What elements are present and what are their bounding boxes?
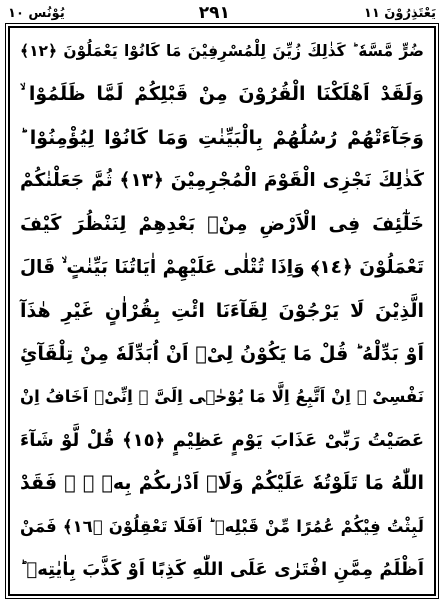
text-line-content: الَّذِيْنَ لَا يَرْجُوْنَ لِقَآءَنَا ائْتِ بِقُرْاٰنٍ غَيْرِ هٰذَآ (20, 299, 424, 322)
text-line (14, 289, 430, 332)
text-line-content: وَجَآءَتْهُمْ رُسُلُهُمْ بِالْبَيِّنٰتِ وَمَا كَانُوْا لِيُؤْمِنُوْا ؕ (20, 126, 424, 149)
text-line (14, 246, 430, 289)
page-header (8, 0, 436, 26)
text-line-content: تَعْمَلُوْنَ ﴿١٤﴾ وَاِذَا تُتْلٰى عَلَيْهِمْ اٰيَاتُنَا بَيِّنٰتٍ ۙ قَالَ (20, 256, 425, 278)
text-line (14, 419, 430, 462)
page-number: ٢٩١ (198, 3, 230, 23)
text-line (14, 73, 430, 116)
text-line (14, 333, 430, 376)
text-line (14, 30, 430, 73)
text-line-content: اللّٰهُ مَا تَلَوْتُهٗ عَلَيْكُمْ وَلَاۤ اَدْرٰىكُمْ بِهٖ ۖ ۫ فَقَدْ (20, 472, 424, 495)
verse-lines (14, 30, 430, 592)
text-line (14, 116, 430, 159)
text-line (14, 549, 430, 592)
text-line-content: عَصَيْتُ رَبِّىْ عَذَابَ يَوْمٍ عَظِيْمٍ ﴿١٥﴾ قُلْ لَّوْ شَآءَ (20, 429, 424, 451)
text-line-content: لَبِثْتُ فِيْكُمْ عُمُرًا مِّنْ قَبْلِهٖ ؕ اَفَلَا تَعْقِلُوْنَ ﴿١٦﴾ فَمَنْ (20, 516, 424, 536)
text-line-content: نَفْسِىْ ۚ اِنْ اَتَّبِعُ اِلَّا مَا يُوْحٰۤى اِلَىَّ ۚ اِنِّىْۤ اَخَافُ اِنْ (20, 387, 424, 407)
text-line-content: خَلٰٓئِفَ فِى الْاَرْضِ مِنْۢ بَعْدِهِمْ لِنَنْظُرَ كَيْفَ (20, 213, 424, 236)
text-line (14, 462, 430, 505)
text-line (14, 376, 430, 419)
text-line-content: اَظْلَمُ مِمَّنِ افْتَرٰى عَلَى اللّٰهِ كَذِبًا اَوْ كَذَّبَ بِاٰيٰتِهٖ ؕ (20, 559, 424, 581)
text-line (14, 506, 430, 549)
text-line-content: اَوْ بَدِّلْهُ ؕ قُلْ مَا يَكُوْنُ لِىْۤ اَنْ اُبَدِّلَهٗ مِنْ تِلْقَآئِ (20, 342, 424, 365)
text-line-content: كَذٰلِكَ نَجْزِى الْقَوْمَ الْمُجْرِمِيْنَ ﴿١٣﴾ ثُمَّ جَعَلْنٰكُمْ (20, 170, 424, 192)
surah-name: يُوْنُس ١٠ (8, 5, 65, 21)
text-frame (8, 26, 436, 596)
text-line (14, 160, 430, 203)
text-line (14, 203, 430, 246)
text-line-content: ضُرٍّ مَّسَّهٗ ؕ كَذٰلِكَ زُيِّنَ لِلْمُسْرِفِيْنَ مَا كَانُوْا يَعْمَلُوْنَ ﴿١٢﴾ (20, 41, 424, 60)
text-line-content: وَلَقَدْ اَهْلَكْنَا الْقُرُوْنَ مِنْ قَبْلِكُمْ لَمَّا ظَلَمُوْا ۙ (20, 83, 424, 106)
juz-name: يَعْتَذِرُوْنَ ١١ (363, 5, 436, 21)
